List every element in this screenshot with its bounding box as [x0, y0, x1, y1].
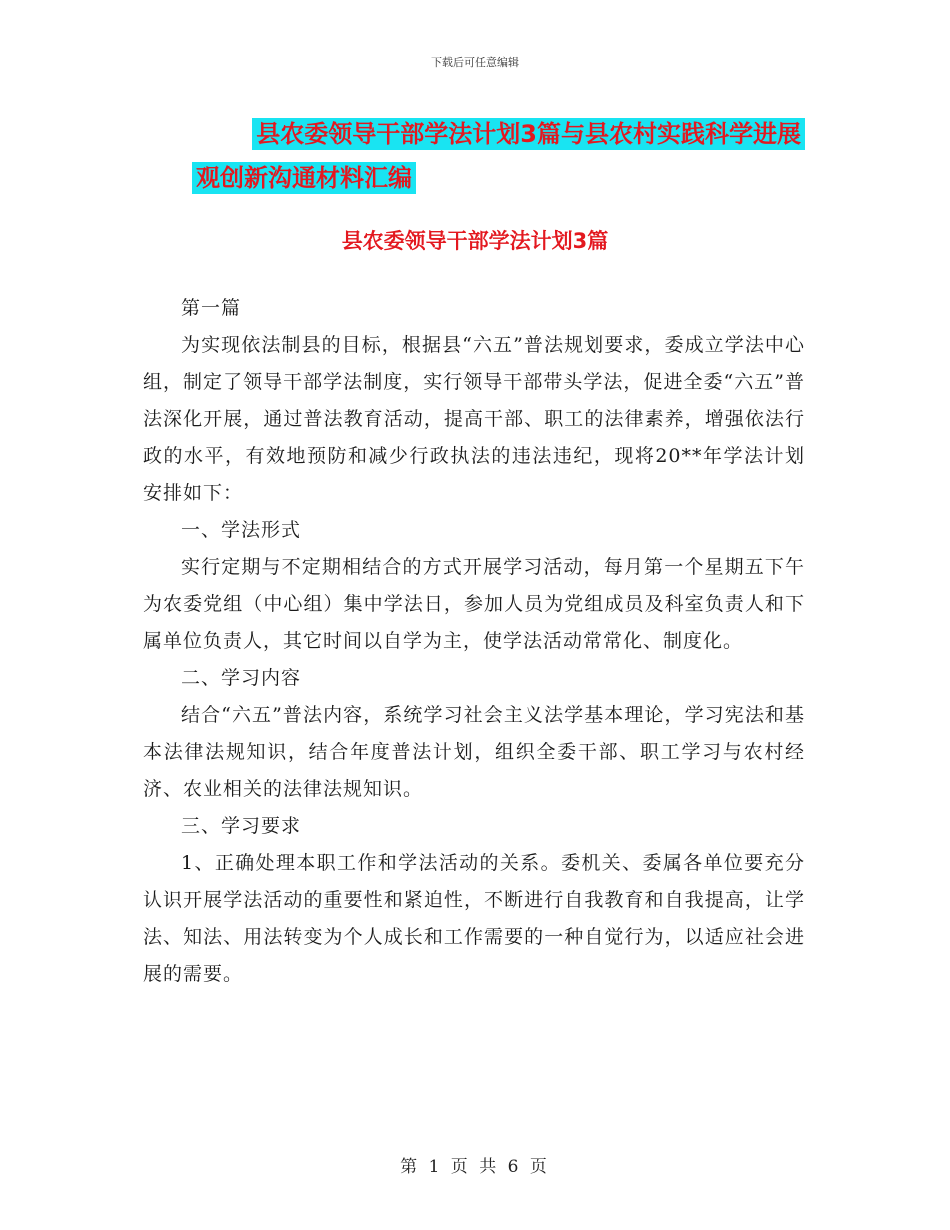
section-title: 县农委领导干部学法计划3篇 — [341, 229, 609, 253]
paragraph-study-content: 结合“六五”普法内容，系统学习社会主义法学基本理论，学习宪法和基本法律法规知识，结合年度普法计划，组织全委干部、职工学习与农村经济、农业相关的法律法规知识。 — [143, 704, 805, 800]
header-note: 下载后可任意编辑 — [431, 56, 519, 69]
paragraph-part-heading: 第一篇 — [181, 297, 242, 319]
heading-study-content: 二、学习内容 — [181, 667, 302, 689]
document-title-line-1 — [145, 114, 805, 149]
heading-study-requirements: 三、学习要求 — [181, 815, 302, 837]
paragraph-intro: 为实现依法制县的目标，根据县“六五”普法规划要求，委成立学法中心组，制定了领导干部学法制度，实行领导干部带头学法，促进全委“六五”普法深化开展，通过普法教育活动，提高干部、职工的法律素养，增强依法行政的水平，有效地预防和减少行政执法的违法违纪，现将20**年学法计划安排如下： — [143, 334, 805, 504]
document-title-text-1: 县农委领导干部学法计划3篇与县农村实践科学进展 — [252, 118, 805, 150]
document-body — [143, 290, 805, 993]
page-footer: 第 1 页 共 6 页 — [400, 1157, 550, 1177]
document-title-line-2 — [192, 158, 852, 193]
heading-study-form: 一、学法形式 — [181, 519, 302, 541]
document-title-text-2: 观创新沟通材料汇编 — [192, 162, 416, 194]
paragraph-study-form: 实行定期与不定期相结合的方式开展学习活动，每月第一个星期五下午为农委党组（中心组）集中学法日，参加人员为党组成员及科室负责人和下属单位负责人，其它时间以自学为主，使学法活动常常化、制度化。 — [143, 556, 805, 652]
paragraph-requirement-1: 1、正确处理本职工作和学法活动的关系。委机关、委属各单位要充分认识开展学法活动的重要性和紧迫性，不断进行自我教育和自我提高，让学法、知法、用法转变为个人成长和工作需要的一种自觉行为，以适应社会进展的需要。 — [143, 852, 805, 985]
